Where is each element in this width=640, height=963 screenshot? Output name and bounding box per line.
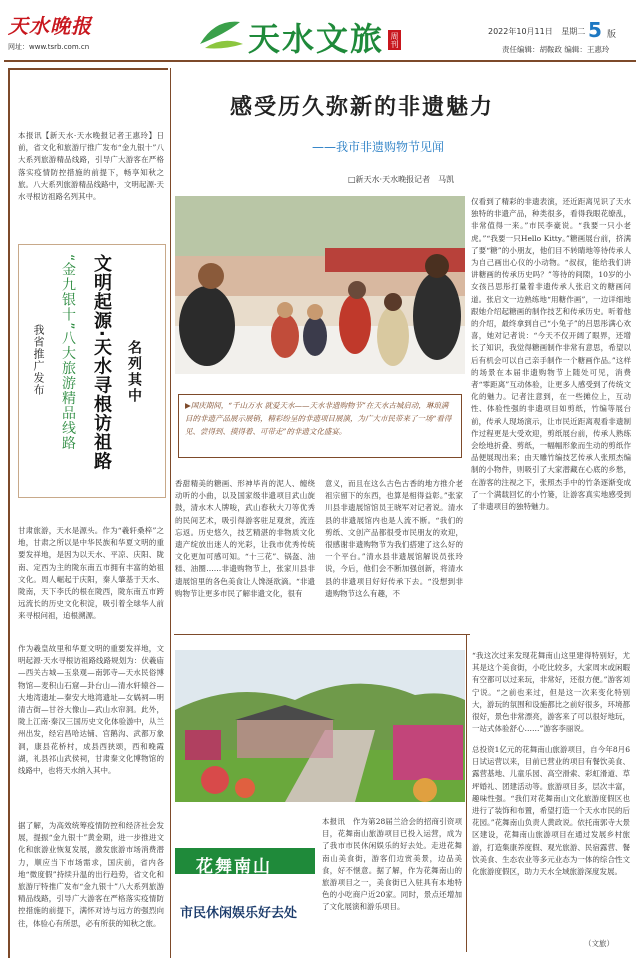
left-subhead: 名列其中 bbox=[126, 340, 142, 404]
page-suffix: 版 bbox=[607, 30, 617, 40]
nanshan-divider bbox=[466, 634, 467, 952]
nanshan-subhead: 市民休闲娱乐好去处 bbox=[180, 906, 298, 921]
column-divider bbox=[170, 68, 171, 958]
left-body-2: 作为羲皇故里和华夏文明的重要发祥地，文明起源·天水寻根访祖路线路规划为：伏羲庙—西关古城—玉泉观—南郭寺—天水民俗博物馆—麦积山石窟—卦台山—清水轩辕谷—大地湾遗址—秦安大地湾遗址—女娲祠—明清古街—甘谷大像山—武山水帘洞。此外，陇上江南·秦汉三国历史文化体验游中，从兰州出发，经宕昌哈达铺、官鹅沟、武都万象洞，康县花桥村，成县西狭颂，西和晚霞湖，礼县祁山武侯祠，甘肃秦文化博物馆的线路中，也将天水纳入其中。 bbox=[18, 644, 164, 776]
main-subtitle: ——我市非遗购物节见闻 bbox=[312, 140, 445, 154]
main-col-3: 仅看到了精彩的非遗表演，还近距离见识了天水独特的非遗产品，种类很多，看得我眼花缭乱，非常值得一来。”市民李豪说。“我要一只小老虎。”“我要一只Hello Kitty。”糖画展台前，挤满了要“糖”的小朋友，他们目不转睛地等待传承人为自己画出心仪的小动物。“叔叔，能给我们讲讲糖画的传承历史吗？”等待的间隙，10岁的小女孩吕思彤打量着非遗传承人张启文的糖画问道。张启文一边熟练地“用糖作画”，一边详细地跟她介绍起糖画的制作技艺和传承历史。听着他的介绍，最终拿到自己“小兔子”的吕思彤满心欢喜，她对记者说：“今天不仅开阔了眼界，还增长了知识，我觉得糖画制作非常有意思，希望以后有机会可以自己亲手制作一个糖画作品。”这样的场景在本届非遗购物节上随处可见，消费者“零距离”互动体验，让更多人感受到了传统文化的魅力。记者注意到，在一些摊位上，互动性、体验性强的非遗项目如剪纸，竹编等展台前，传承人现场演示，让市民近距离观看非遗制作过程更是大受欢迎，剪纸展台前，传承人熟练会绘地折叠、剪纸，一幅幅形象而生动的剪纸作品便展现出来；由天雕竹编技艺传承人张照杰编制的小物件，则吸引了大家潜藏在心底的乡愁，在游客的注视之下，张照杰手中的竹条逐渐变成了一个满载回忆的小竹篓，让游客真实地感受到了非遗项目的独特魅力。 bbox=[471, 197, 631, 512]
main-headline: 感受历久弥新的非遗魅力 bbox=[230, 95, 495, 120]
issue-date bbox=[488, 26, 585, 37]
nanshan-quote: “我这次过来发现花舞南山这里建得特别好，尤其是这个美食街，小吃比较多，大家周末或闲暇有空都可以过来玩，非常好，还很方便。”游客刘宁说。“之前也来过，但是这一次来变化特别大，游玩的氛围和设施都比之前好很多，环境都很好，景色非常漂亮，游客来了可以很好地玩，一站式体验舒心……”游客李丽说。 bbox=[472, 651, 630, 734]
kicker-province: 我省推广发布 bbox=[32, 324, 45, 396]
main-byline: □新天水·天水晚报记者 马凯 bbox=[348, 175, 455, 184]
masthead-rule bbox=[4, 60, 636, 62]
left-body-3: 据了解，为高效统筹疫情防控和经济社会发展，提振“金九银十”黄金期，进一步推进文化和旅游业恢复发展，激发旅游市场消费潜力，顺应当下市场需求，国庆前，省内各地“微度假”持续升温的出行趋势，省文化和旅游厅特推广发布“金九银十”八大系列旅游精品线路，引导广大游客在严格落实疫情防控措施的前提下，满怀对诗与远方的强烈向往，体验心有所思，必有所获的知秋之旅。 bbox=[18, 821, 164, 928]
left-frame-side bbox=[8, 68, 10, 958]
section-title: 天水文旅 bbox=[248, 20, 385, 58]
left-body-1: 甘肃旅游，天水是源头。作为“羲轩桑梓”之地，甘肃之所以是中华民族和华夏文明的重要发祥地，是因为以天水、平凉、庆阳、陇南、定西为主的陇东南五市拥有丰富的始祖文化。周人崛起于庆阳，秦人肇基于天水、陇南，天下李氏的根在陇西，陇东南五市跨远流长的历史文化积淀，吸引着全球华人前来寻根问祖，追根溯源。 bbox=[18, 526, 164, 621]
park-photo bbox=[175, 650, 465, 802]
nanshan-top-rule bbox=[174, 634, 470, 635]
newspaper-logo: 天水晚报 bbox=[8, 14, 92, 38]
weekly-badge: 周刊 bbox=[390, 32, 399, 48]
main-col-2: 意义，而且在这么古色古香的地方推介老祖宗留下的东西，也算是相得益彰。”张家川县非遗展馆馆员王晓军对记者说。清水县的非遗展馆内也是人流不断。“我们的剪纸、文创产品都很受市民朋友的欢迎，很感谢非遗购物节为我们搭建了这么好的一个平台。”清水县非遗展馆解说员张玲说，今后，他们会不断加强创新，将清水县的非遗项目好好传承下去。“没想到非遗购物节这么有趣，不 bbox=[325, 479, 463, 598]
kicker-routes: “金九银十”八大旅游精品线路 bbox=[60, 254, 76, 451]
page-digit: 5 bbox=[588, 18, 602, 42]
nanshan-headline: 花舞南山 bbox=[196, 857, 272, 877]
nanshan-source: （文旅） bbox=[584, 939, 614, 948]
date: 2022年10月11日 bbox=[488, 27, 553, 36]
leaf-decoration-icon bbox=[195, 14, 245, 58]
nanshan-lead: 本报讯 作为第28届兰洽会的招商引资项目，花舞南山旅游项目已投入运营，成为了我市市民休闲娱乐的好去处。走进花舞南山美食街，游客们边赏美景，边品美食，好不惬意。据了解，作为花舞南山的旅游项目之一，美食街已入驻具有本地特色的小吃商户近20家。同时，景点还增加了文化展演和游乐项目。 bbox=[322, 817, 462, 912]
website-link[interactable]: 网址：www.tsrb.com.cn bbox=[8, 43, 90, 51]
nanshan-body: 总投资1亿元的花舞南山旅游项目，自今年8月6日试运营以来，目前已营业的项目有餐饮美食、露营基地、儿童乐园、高空滑索、彩虹滑道、草坪婚礼、团建活动等。旅游项目多，层次丰富，趣味性强。“我们对花舞南山文化旅游度假区也进行了装饰和布置，希望打造一个天水市民的后花园。”花舞南山负责人黄政说。依托南郭寺大景区建设，花舞南山旅游项目在通过发展乡村旅游，打造集康养度假、观光旅游、民宿露营、餐饮美食、生态农业等多元业态为一体的综合性文化旅游度假区，助力天水全域旅游深度发展。 bbox=[472, 745, 630, 877]
photo-caption: ▶国庆期间，“千山万水 就爱天水——天水非遗购物节”在天水古城启动，琳琅满目的非遗产品展示展销，精彩纷呈的非遗项目展演，为广大市民带来了一场“看得见、尝得到、摸得着、可带走”的非遗文化盛宴。 bbox=[185, 401, 452, 436]
page-number bbox=[588, 18, 616, 42]
left-article-lead: 本报讯【新天水·天水晚报记者王惠玲】日前，省文化和旅游厅推广发布“金九银十”八大系列旅游精品线路，引导广大游客在严格落实疫情防控措施的前提下，畅享知秋之旅。八大系列旅游精品线路中，文明起源·天水寻根访祖路名列其中。 bbox=[18, 131, 164, 202]
main-col-1: 香甜精美的糖画、形神毕肖的泥人、缠绕动听的小曲，以及国家级非遗项目武山旋鼓，清水木人牌唆，武山春秋大刀等优秀的民间艺术，吸引得游客驻足观赏，流连忘返。历史悠久，技艺精湛的非物质文化遗产绽放出迷人的光彩，让我市优秀传统文化更加可感可知。“十三花”、锅盔、油糕、油圈……非遗购物节上，张家川县非遗展馆里的各色美食让人馋涎欲滴。“非遗购物节让更多市民了解非遗文化，很有 bbox=[175, 479, 315, 598]
left-frame-top bbox=[8, 68, 168, 70]
event-photo bbox=[175, 196, 465, 374]
left-headline: 文明起源·天水寻根访祖路 bbox=[91, 254, 112, 471]
photo-caption-box bbox=[178, 394, 462, 458]
editor-line: 责任编辑：胡鞍政 编辑：王惠玲 bbox=[502, 45, 610, 54]
weekday: 星期二 bbox=[561, 27, 586, 36]
